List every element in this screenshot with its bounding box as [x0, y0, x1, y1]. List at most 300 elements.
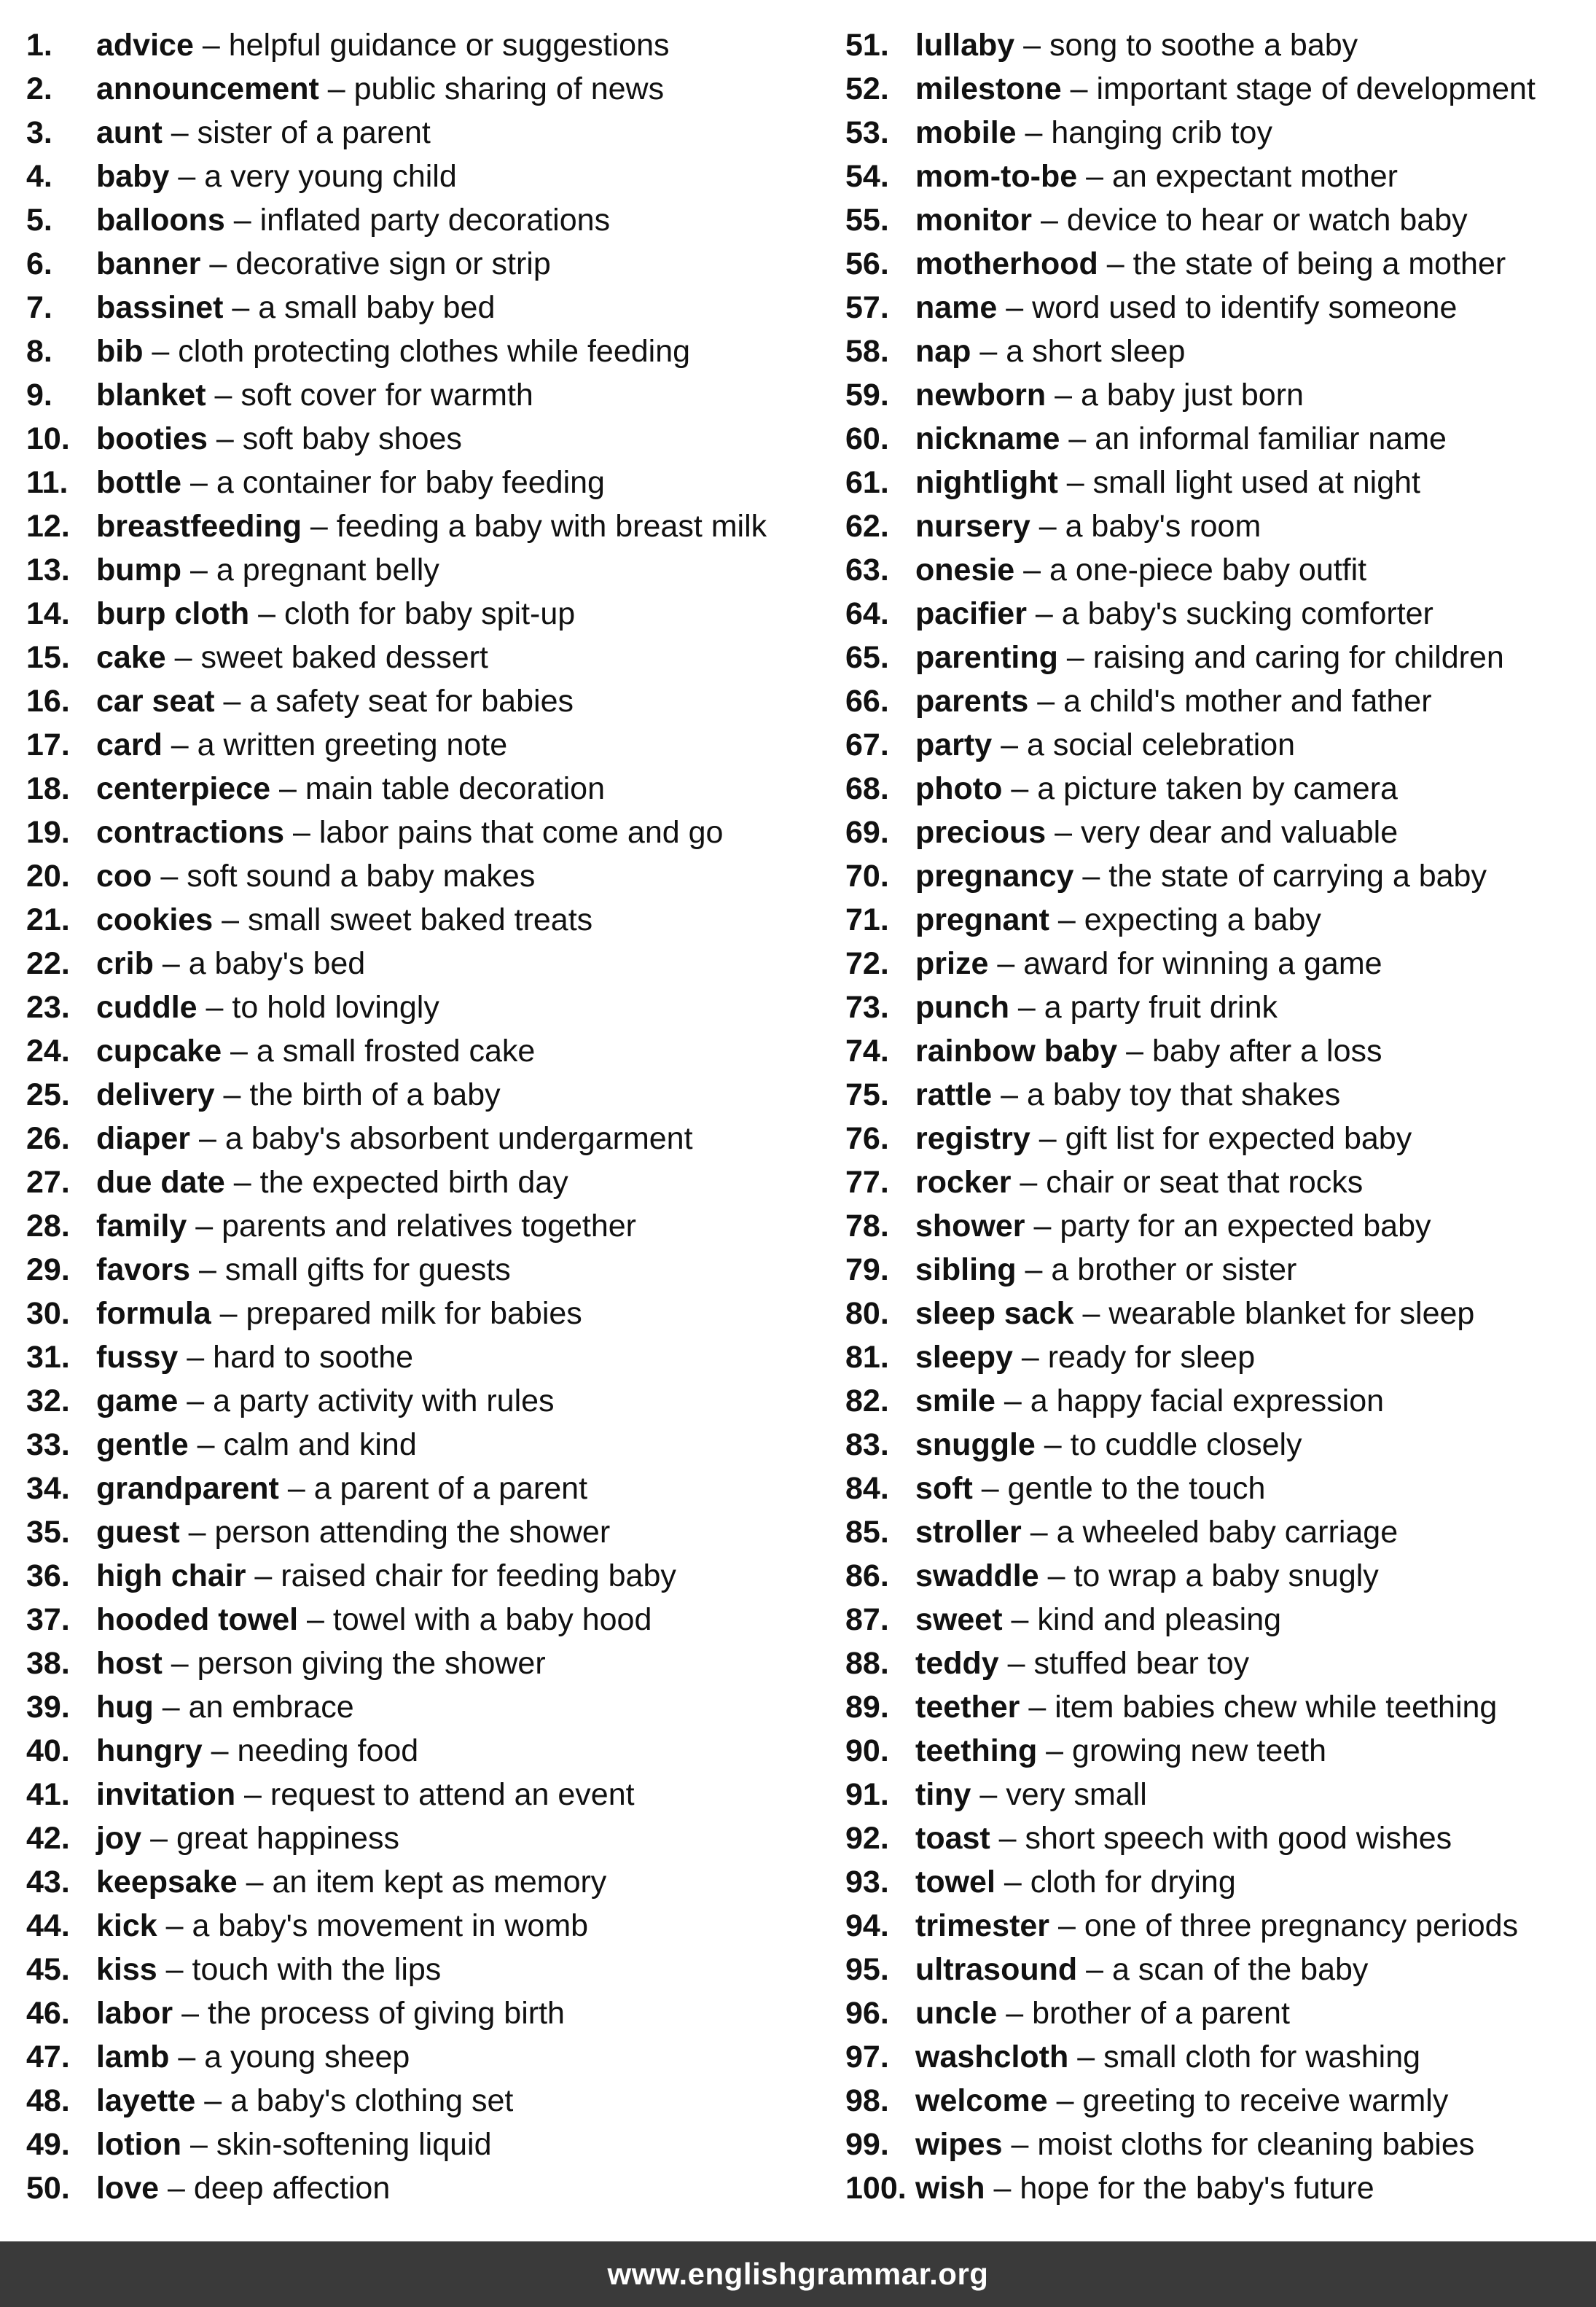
entry-word: hungry	[96, 1733, 203, 1768]
entry-number: 12.	[26, 509, 70, 544]
entry-text	[915, 155, 1398, 198]
vocabulary-entry	[26, 329, 835, 373]
entry-number: 99.	[845, 2127, 889, 2162]
entry-separator: –	[1025, 1209, 1060, 1244]
entry-word: ultrasound	[915, 1952, 1078, 1987]
vocabulary-entry	[26, 1292, 835, 1335]
entry-number: 68.	[845, 771, 889, 806]
entry-text	[96, 1773, 635, 1816]
vocabulary-entry	[845, 548, 1596, 592]
vocabulary-entry	[26, 417, 835, 461]
entry-separator: –	[1046, 378, 1081, 413]
entry-number: 8.	[26, 334, 52, 369]
entry-word: parenting	[915, 640, 1058, 675]
entry-word: precious	[915, 815, 1047, 850]
vocabulary-entry	[26, 1554, 835, 1598]
entry-separator: –	[1060, 421, 1095, 456]
entry-word: due date	[96, 1165, 225, 1200]
entry-word: onesie	[915, 553, 1015, 588]
entry-text	[915, 854, 1487, 898]
vocabulary-entry	[26, 23, 835, 67]
entry-number: 82.	[845, 1383, 889, 1418]
entry-number: 30.	[26, 1296, 70, 1331]
entry-text	[96, 1160, 568, 1204]
entry-word: family	[96, 1209, 187, 1244]
entry-number: 16.	[26, 684, 70, 719]
entry-text	[96, 23, 670, 67]
entry-definition: expecting a baby	[1084, 902, 1321, 937]
entry-word: smile	[915, 1383, 995, 1418]
entry-separator: –	[211, 1296, 246, 1331]
vocabulary-entry	[26, 1816, 835, 1860]
entry-separator: –	[190, 1121, 225, 1156]
entry-definition: important stage of development	[1096, 71, 1536, 106]
entry-number: 34.	[26, 1471, 70, 1506]
entry-text	[96, 2123, 492, 2166]
entry-text	[915, 111, 1272, 155]
vocabulary-entry	[845, 985, 1596, 1029]
entry-separator: –	[997, 290, 1033, 325]
entry-number: 7.	[26, 290, 52, 325]
entry-text	[915, 461, 1420, 504]
vocabulary-entry	[845, 1816, 1596, 1860]
vocabulary-entry	[26, 1029, 835, 1073]
entry-number: 54.	[845, 159, 889, 194]
entry-separator: –	[162, 727, 197, 762]
entry-word: welcome	[915, 2083, 1048, 2118]
entry-text	[96, 1292, 582, 1335]
entry-word: towel	[915, 1865, 995, 1900]
entry-definition: cloth for baby spit-up	[284, 596, 576, 631]
entry-word: bassinet	[96, 290, 224, 325]
entry-separator: –	[992, 727, 1027, 762]
entry-number: 84.	[845, 1471, 889, 1506]
entry-word: high chair	[96, 1558, 246, 1593]
entry-word: bib	[96, 334, 144, 369]
entry-definition: a container for baby feeding	[216, 465, 605, 500]
entry-number: 6.	[26, 246, 52, 281]
vocabulary-entry	[26, 1160, 835, 1204]
entry-number: 79.	[845, 1252, 889, 1287]
entry-text	[915, 898, 1321, 942]
entry-definition: a small frosted cake	[256, 1034, 536, 1069]
vocabulary-entry	[845, 1379, 1596, 1423]
entry-number: 77.	[845, 1165, 889, 1200]
entry-separator: –	[284, 815, 319, 850]
entry-text	[915, 2035, 1420, 2079]
entry-definition: soft baby shoes	[242, 421, 462, 456]
entry-definition: needing food	[237, 1733, 419, 1768]
entry-number: 56.	[845, 246, 889, 281]
entry-separator: –	[1012, 1340, 1048, 1375]
entry-number: 76.	[845, 1121, 889, 1156]
entry-word: milestone	[915, 71, 1062, 106]
entry-separator: –	[995, 1865, 1030, 1900]
entry-word: parents	[915, 684, 1029, 719]
entry-text	[915, 723, 1295, 767]
entry-separator: –	[1098, 246, 1133, 281]
entry-word: photo	[915, 771, 1003, 806]
vocabulary-entry	[26, 67, 835, 111]
vocabulary-entry	[845, 111, 1596, 155]
entry-definition: stuffed bear toy	[1033, 1646, 1250, 1681]
entry-text	[915, 2123, 1474, 2166]
entry-number: 11.	[26, 465, 69, 500]
entry-separator: –	[1002, 2127, 1038, 2162]
entry-word: sibling	[915, 1252, 1017, 1287]
entry-word: rocker	[915, 1165, 1012, 1200]
entry-definition: the expected birth day	[259, 1165, 568, 1200]
entry-text	[96, 155, 457, 198]
entry-text	[915, 242, 1506, 286]
entry-word: balloons	[96, 203, 225, 238]
entry-number: 5.	[26, 203, 52, 238]
entry-definition: skin-softening liquid	[216, 2127, 492, 2162]
entry-number: 80.	[845, 1296, 889, 1331]
vocabulary-entry	[26, 985, 835, 1029]
entry-separator: –	[972, 1471, 1008, 1506]
entry-text	[96, 1860, 606, 1904]
entry-text	[915, 1816, 1452, 1860]
entry-separator: –	[270, 771, 305, 806]
vocabulary-entry	[26, 898, 835, 942]
entry-number: 14.	[26, 596, 70, 631]
entry-separator: –	[1014, 553, 1050, 588]
entry-definition: sister of a parent	[197, 115, 431, 150]
entry-separator: –	[1077, 1952, 1112, 1987]
entry-separator: –	[246, 1558, 281, 1593]
entry-number: 78.	[845, 1209, 889, 1244]
entry-separator: –	[162, 115, 197, 150]
entry-word: trimester	[915, 1908, 1050, 1943]
vocabulary-entry	[845, 1554, 1596, 1598]
entry-number: 36.	[26, 1558, 70, 1593]
entry-number: 61.	[845, 465, 889, 500]
entry-separator: –	[1046, 815, 1081, 850]
entry-separator: –	[200, 246, 236, 281]
entry-definition: a written greeting note	[197, 727, 508, 762]
entry-number: 42.	[26, 1821, 70, 1856]
entry-number: 81.	[845, 1340, 889, 1375]
entry-number: 63.	[845, 553, 889, 588]
vocabulary-entry	[845, 67, 1596, 111]
entry-text	[915, 1554, 1379, 1598]
vocabulary-entry	[26, 1117, 835, 1160]
entry-word: motherhood	[915, 246, 1098, 281]
vocabulary-entry	[26, 286, 835, 329]
entry-text	[915, 23, 1358, 67]
entry-number: 52.	[845, 71, 889, 106]
entry-text	[96, 1904, 588, 1948]
entry-separator: –	[1061, 71, 1097, 106]
entry-word: grandparent	[96, 1471, 279, 1506]
entry-number: 98.	[845, 2083, 889, 2118]
vocabulary-entry	[26, 1729, 835, 1773]
entry-separator: –	[1032, 203, 1067, 238]
entry-separator: –	[193, 28, 229, 63]
entry-number: 92.	[845, 1821, 889, 1856]
entry-text	[96, 1117, 693, 1160]
entry-number: 75.	[845, 1077, 889, 1112]
vocabulary-entry	[26, 461, 835, 504]
entry-word: gentle	[96, 1427, 189, 1462]
entry-word: cake	[96, 640, 166, 675]
vocabulary-entry	[26, 548, 835, 592]
entry-definition: the process of giving birth	[207, 1996, 565, 2031]
entry-number: 88.	[845, 1646, 889, 1681]
entry-word: invitation	[96, 1777, 236, 1812]
entry-separator: –	[1047, 2083, 1083, 2118]
entry-text	[96, 723, 507, 767]
entry-text	[915, 1029, 1382, 1073]
footer-website-link[interactable]: www.englishgrammar.org	[607, 2257, 989, 2291]
entry-text	[915, 329, 1185, 373]
vocabulary-entry	[26, 723, 835, 767]
entry-word: kiss	[96, 1952, 157, 1987]
entry-separator: –	[206, 378, 241, 413]
footer-bar	[0, 2241, 1596, 2307]
entry-number: 53.	[845, 115, 889, 150]
entry-number: 47.	[26, 2039, 70, 2074]
vocabulary-entry	[845, 1029, 1596, 1073]
entry-separator: –	[1028, 684, 1064, 719]
vocabulary-entry	[845, 1204, 1596, 1248]
entry-word: aunt	[96, 115, 163, 150]
entry-separator: –	[988, 946, 1024, 981]
entry-separator: –	[1038, 1558, 1074, 1593]
entry-number: 23.	[26, 990, 70, 1025]
entry-definition: gentle to the touch	[1007, 1471, 1266, 1506]
vocabulary-entry	[845, 811, 1596, 854]
entry-word: nap	[915, 334, 971, 369]
entry-number: 90.	[845, 1733, 889, 1768]
entry-definition: the state of carrying a baby	[1108, 859, 1487, 894]
entry-word: sleep sack	[915, 1296, 1074, 1331]
entry-separator: –	[997, 1996, 1033, 2031]
entry-word: mobile	[915, 115, 1017, 150]
entry-definition: hard to soothe	[213, 1340, 414, 1375]
entry-separator: –	[169, 159, 205, 194]
entry-text	[96, 2079, 513, 2123]
vocabulary-entry	[845, 23, 1596, 67]
vocabulary-entry	[845, 2035, 1596, 2079]
entry-text	[915, 1685, 1497, 1729]
entry-definition: wearable blanket for sleep	[1108, 1296, 1475, 1331]
entry-number: 19.	[26, 815, 70, 850]
vocabulary-entry	[845, 1160, 1596, 1204]
vocabulary-entry	[845, 767, 1596, 811]
entry-text	[96, 1510, 610, 1554]
vocabulary-entry	[845, 2079, 1596, 2123]
entry-word: nightlight	[915, 465, 1058, 500]
entry-definition: an expectant mother	[1111, 159, 1398, 194]
entry-separator: –	[1057, 465, 1093, 500]
entry-separator: –	[1016, 115, 1052, 150]
entry-word: lotion	[96, 2127, 182, 2162]
entry-number: 70.	[845, 859, 889, 894]
entry-text	[96, 1816, 399, 1860]
vocabulary-entry	[845, 2166, 1596, 2210]
vocabulary-entry	[26, 679, 835, 723]
entry-text	[96, 2035, 410, 2079]
vocabulary-entry	[845, 1073, 1596, 1117]
entry-number: 94.	[845, 1908, 889, 1943]
entry-number: 28.	[26, 1209, 70, 1244]
entry-word: centerpiece	[96, 771, 271, 806]
vocabulary-entry	[26, 1379, 835, 1423]
entry-number: 93.	[845, 1865, 889, 1900]
entry-separator: –	[249, 596, 285, 631]
entry-definition: a baby's sucking comforter	[1061, 596, 1433, 631]
entry-word: breastfeeding	[96, 509, 302, 544]
vocabulary-entry	[26, 1248, 835, 1292]
vocabulary-entry	[845, 854, 1596, 898]
entry-word: joy	[96, 1821, 142, 1856]
entry-definition: a pregnant belly	[216, 553, 439, 588]
entry-number: 22.	[26, 946, 70, 981]
entry-definition: person giving the shower	[197, 1646, 546, 1681]
entry-text	[915, 1948, 1368, 1991]
entry-definition: an embrace	[188, 1690, 354, 1725]
entry-word: lullaby	[915, 28, 1015, 63]
entry-definition: public sharing of news	[353, 71, 665, 106]
entry-word: labor	[96, 1996, 173, 2031]
entry-text	[915, 1860, 1236, 1904]
vocabulary-entry	[845, 1248, 1596, 1292]
entry-separator: –	[1016, 1252, 1052, 1287]
entry-separator: –	[214, 1077, 250, 1112]
entry-definition: to cuddle closely	[1070, 1427, 1302, 1462]
entry-number: 10.	[26, 421, 70, 456]
entry-separator: –	[187, 1209, 222, 1244]
entry-word: teether	[915, 1690, 1020, 1725]
vocabulary-list-left	[26, 23, 835, 2210]
vocabulary-entry	[845, 373, 1596, 417]
entry-word: monitor	[915, 203, 1033, 238]
entry-separator: –	[213, 902, 248, 937]
entry-text	[96, 504, 767, 548]
entry-word: cupcake	[96, 1034, 222, 1069]
entry-text	[915, 373, 1304, 417]
entry-number: 44.	[26, 1908, 70, 1943]
vocabulary-entry	[26, 2079, 835, 2123]
entry-separator: –	[153, 946, 189, 981]
entry-text	[915, 2166, 1374, 2210]
entry-word: newborn	[915, 378, 1047, 413]
entry-definition: soft sound a baby makes	[187, 859, 536, 894]
entry-definition: inflated party decorations	[259, 203, 611, 238]
entry-word: guest	[96, 1515, 180, 1550]
entry-word: fussy	[96, 1340, 179, 1375]
entry-number: 17.	[26, 727, 70, 762]
entry-definition: moist cloths for cleaning babies	[1037, 2127, 1475, 2162]
entry-word: nickname	[915, 421, 1060, 456]
vocabulary-entry	[845, 417, 1596, 461]
entry-number: 59.	[845, 378, 889, 413]
entry-text	[915, 679, 1432, 723]
entry-definition: a party fruit drink	[1044, 990, 1278, 1025]
entry-text	[96, 1991, 565, 2035]
entry-definition: an informal familiar name	[1095, 421, 1447, 456]
entry-word: coo	[96, 859, 152, 894]
entry-text	[96, 1598, 652, 1642]
entry-word: nursery	[915, 509, 1030, 544]
entry-separator: –	[1021, 1515, 1057, 1550]
entry-text	[96, 1073, 501, 1117]
entry-definition: a young sheep	[204, 2039, 410, 2074]
entry-number: 20.	[26, 859, 70, 894]
entry-text	[96, 898, 592, 942]
entry-word: cuddle	[96, 990, 197, 1025]
vocabulary-entry	[26, 1642, 835, 1685]
vocabulary-list-right	[845, 23, 1596, 2210]
entry-number: 100.	[845, 2171, 907, 2206]
entry-separator: –	[141, 1821, 176, 1856]
entry-separator: –	[301, 509, 337, 544]
entry-text	[96, 1948, 441, 1991]
entry-separator: –	[1073, 1296, 1109, 1331]
entry-separator: –	[181, 553, 216, 588]
entry-definition: short speech with good wishes	[1025, 1821, 1452, 1856]
entry-word: shower	[915, 1209, 1025, 1244]
entry-number: 24.	[26, 1034, 70, 1069]
entry-number: 51.	[845, 28, 889, 63]
entry-separator: –	[181, 2127, 216, 2162]
entry-definition: very small	[1006, 1777, 1147, 1812]
entry-text	[915, 67, 1536, 111]
entry-definition: request to attend an event	[270, 1777, 635, 1812]
entry-separator: –	[1068, 2039, 1104, 2074]
entry-number: 40.	[26, 1733, 70, 1768]
entry-separator: –	[1014, 28, 1050, 63]
entry-separator: –	[998, 1646, 1034, 1681]
vocabulary-entry	[845, 329, 1596, 373]
vocabulary-entry	[845, 1335, 1596, 1379]
vocabulary-entry	[26, 1598, 835, 1642]
entry-word: pregnancy	[915, 859, 1074, 894]
entry-separator: –	[181, 465, 216, 500]
entry-word: punch	[915, 990, 1009, 1025]
entry-word: soft	[915, 1471, 973, 1506]
entry-number: 38.	[26, 1646, 70, 1681]
vocabulary-entry	[26, 1467, 835, 1510]
entry-definition: a baby's clothing set	[230, 2083, 514, 2118]
entry-word: kick	[96, 1908, 157, 1943]
entry-definition: a baby just born	[1080, 378, 1304, 413]
entry-number: 45.	[26, 1952, 70, 1987]
vocabulary-entry	[26, 111, 835, 155]
entry-text	[915, 1204, 1431, 1248]
entry-text	[915, 1117, 1412, 1160]
entry-number: 37.	[26, 1602, 70, 1637]
entry-word: sleepy	[915, 1340, 1013, 1375]
entry-text	[96, 2166, 390, 2210]
vocabulary-entry	[845, 636, 1596, 679]
entry-text	[915, 1467, 1265, 1510]
entry-definition: labor pains that come and go	[318, 815, 724, 850]
entry-definition: prepared milk for babies	[246, 1296, 582, 1331]
vocabulary-entry	[26, 155, 835, 198]
entry-definition: greeting to receive warmly	[1082, 2083, 1449, 2118]
entry-word: booties	[96, 421, 208, 456]
vocabulary-entry	[26, 811, 835, 854]
vocabulary-entry	[26, 2166, 835, 2210]
entry-word: baby	[96, 159, 170, 194]
entry-word: teething	[915, 1733, 1038, 1768]
entry-definition: a social celebration	[1026, 727, 1296, 762]
entry-text	[915, 417, 1447, 461]
vocabulary-entry	[845, 1991, 1596, 2035]
